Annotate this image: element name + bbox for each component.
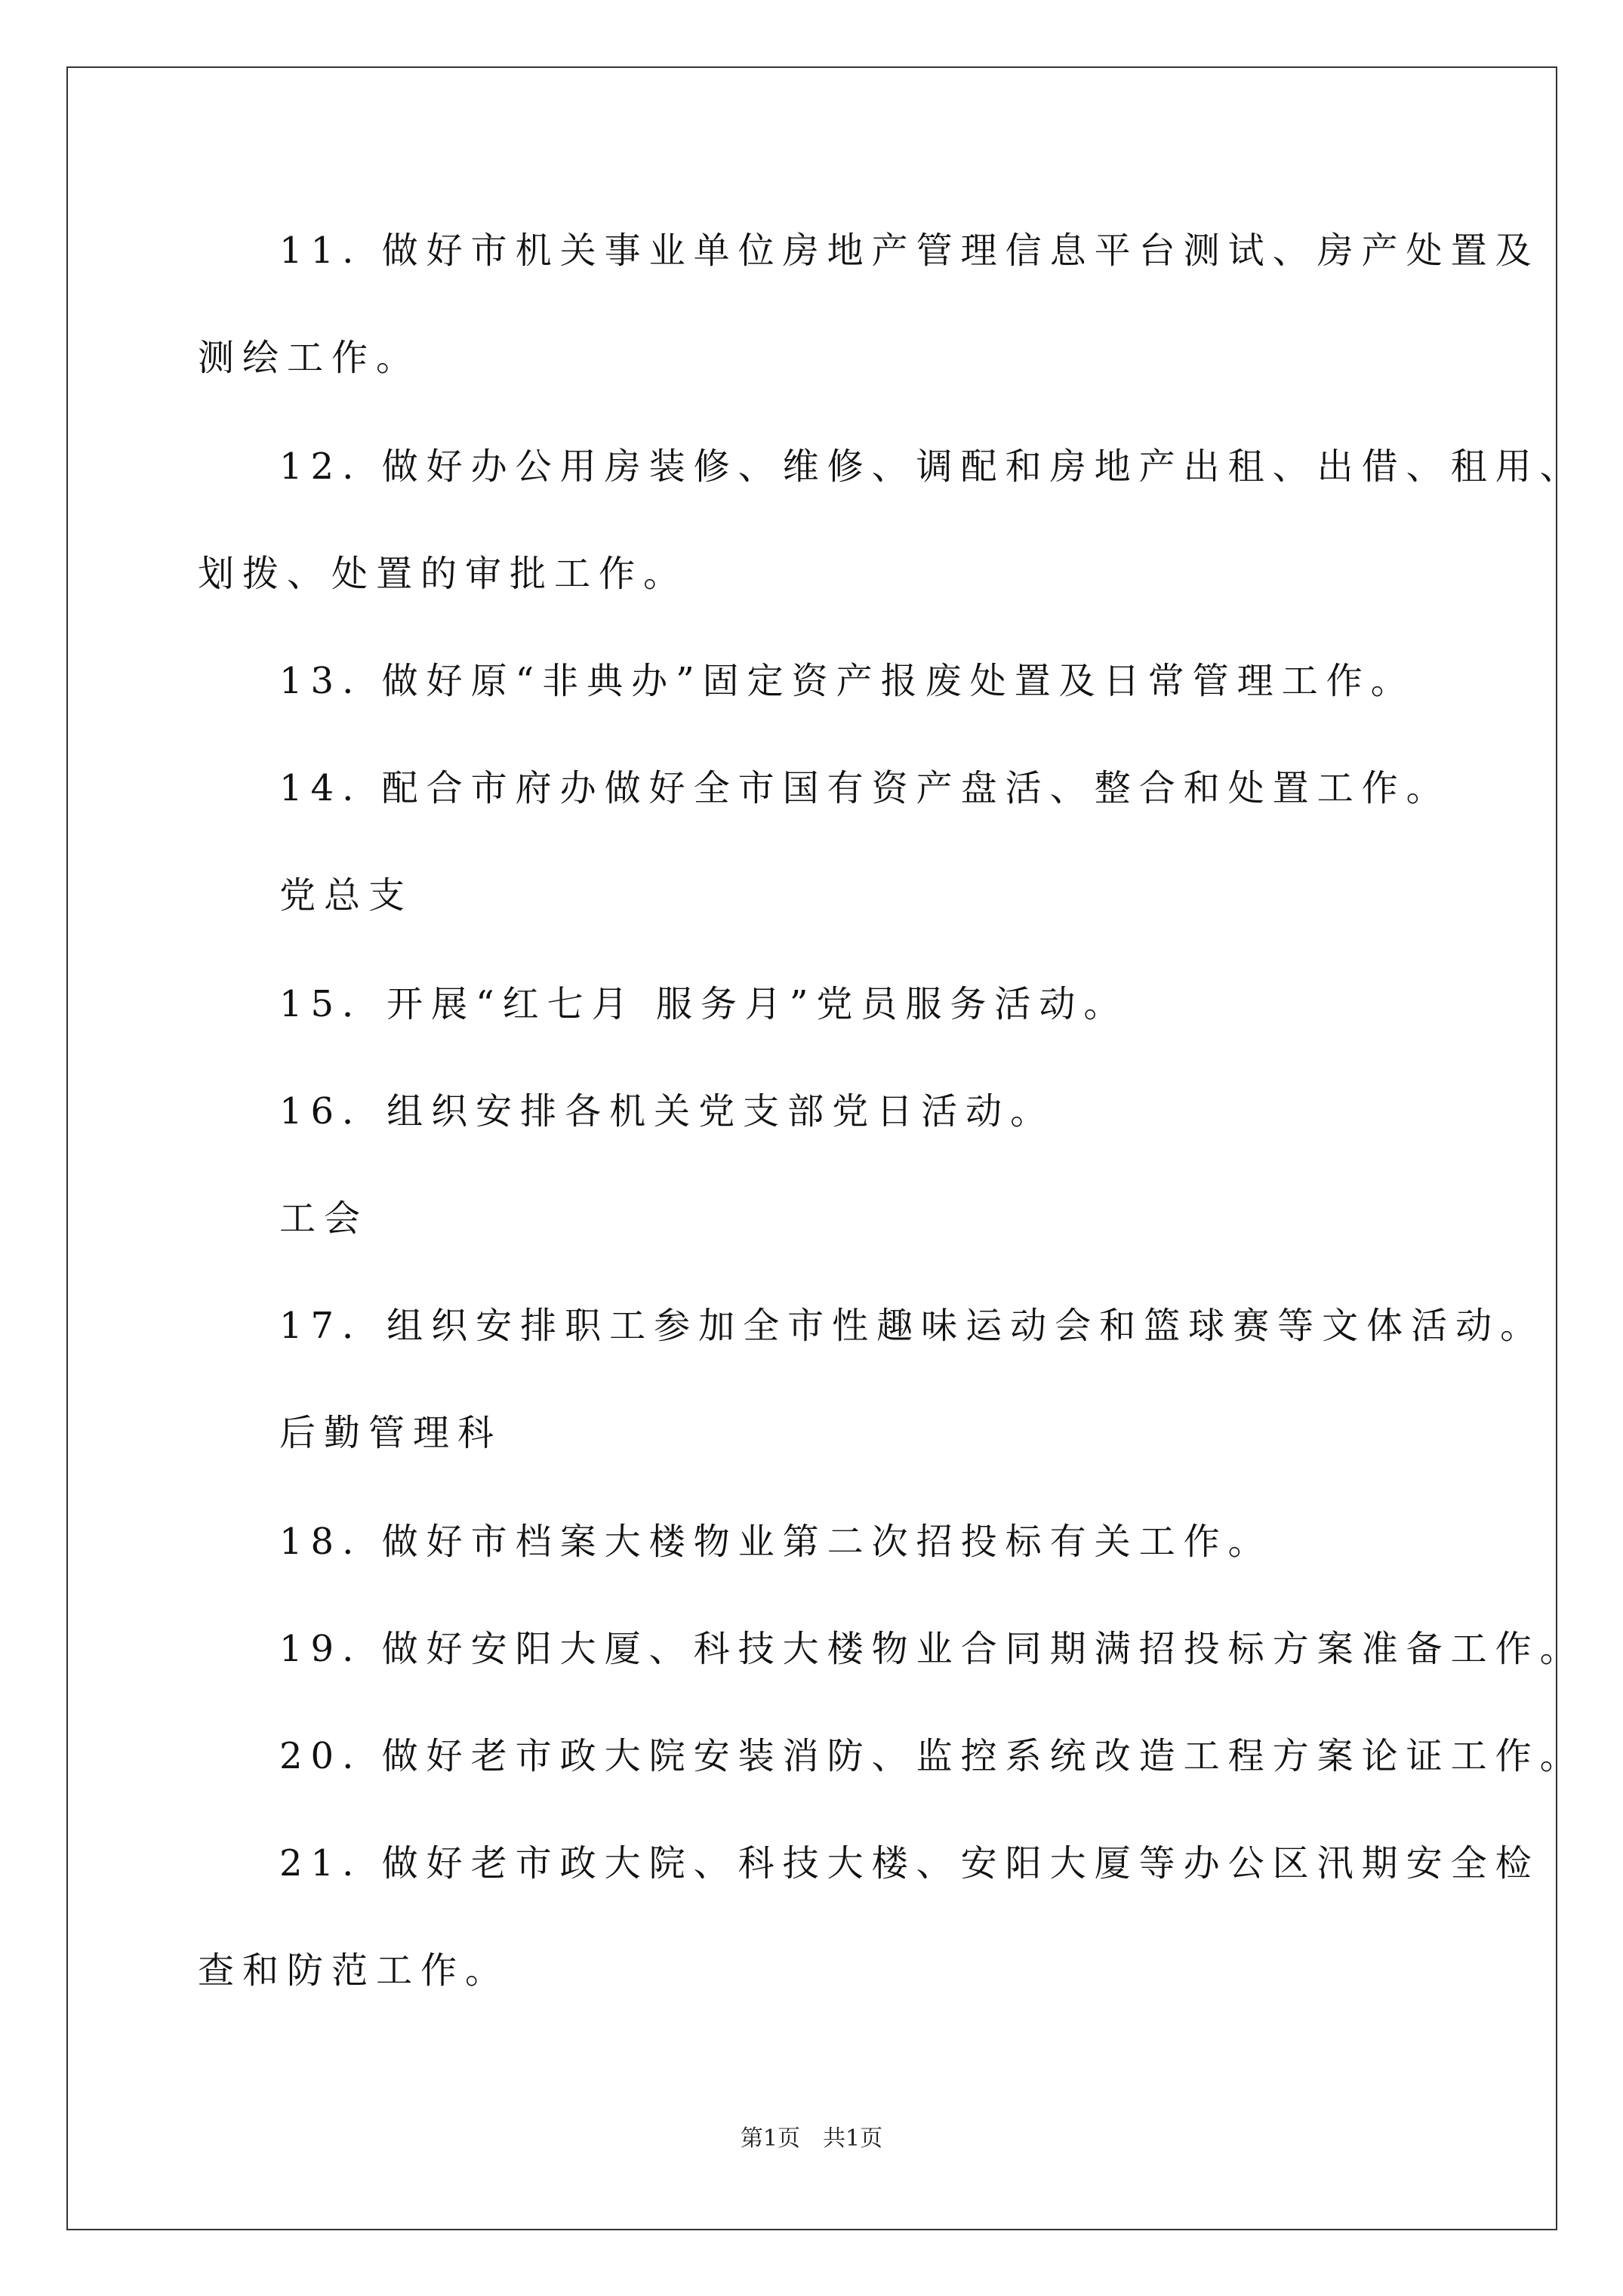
item-11-line-1: 11. 做好市机关事业单位房地产管理信息平台测试、房产处置及	[279, 230, 1540, 272]
section-heading-party: 党总支	[279, 874, 414, 917]
item-12-line-2: 划拨、处置的审批工作。	[198, 553, 688, 595]
item-20: 20. 做好老市政大院安装消防、监控系统改造工程方案论证工作。	[279, 1735, 1585, 1777]
section-heading-logistics: 后勤管理科	[279, 1412, 503, 1454]
page-footer: 第1页 共1页	[740, 2125, 883, 2152]
item-11-line-2: 测绘工作。	[198, 337, 421, 379]
item-15: 15．开展“红七月 服务月”党员服务活动。	[279, 983, 1129, 1025]
item-16: 16．组织安排各机关党支部党日活动。	[279, 1090, 1055, 1133]
section-heading-union: 工会	[279, 1197, 369, 1240]
item-19: 19. 做好安阳大厦、科技大楼物业合同期满招投标方案准备工作。	[279, 1628, 1585, 1670]
item-13: 13. 做好原“非典办”固定资产报废处置及日常管理工作。	[279, 660, 1415, 702]
item-18: 18. 做好市档案大楼物业第二次招投标有关工作。	[279, 1521, 1273, 1563]
page-border	[66, 66, 1557, 2230]
item-17: 17．组织安排职工参加全市性趣味运动会和篮球赛等文体活动。	[279, 1305, 1545, 1347]
item-14: 14. 配合市府办做好全市国有资产盘活、整合和处置工作。	[279, 767, 1451, 809]
item-12-line-1: 12. 做好办公用房装修、维修、调配和房地产出租、出借、租用、	[279, 445, 1585, 488]
item-21-line-1: 21. 做好老市政大院、科技大楼、安阳大厦等办公区汛期安全检	[279, 1842, 1540, 1885]
item-21-line-2: 查和防范工作。	[198, 1949, 510, 1992]
